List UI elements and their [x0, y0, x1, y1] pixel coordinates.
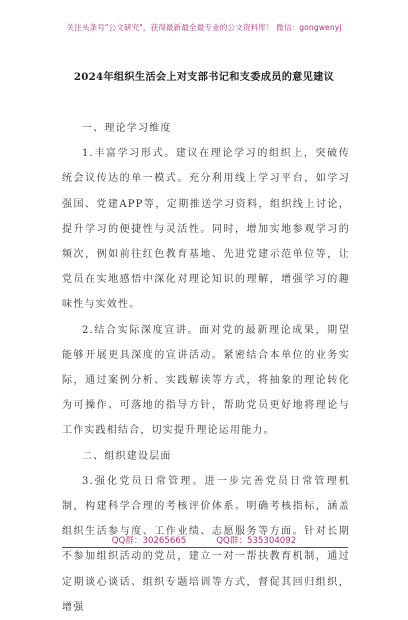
paragraph-practical-lectures: 2.结合实际深度宣讲。面对党的最新理论成果，期望能够开展更具深度的宣讲活动。紧密结合本单位的业务实际，通过案例分析、实践解读等方式，将抽象的理论转化为可操作、可落地的指导方针，帮助党员更好地将理论与工作实践相结合，切实提升理论运用能力。 [62, 324, 350, 437]
section-heading-theory: 一、理论学习维度 [82, 123, 172, 134]
footer-qq-group-2: QQ群：535304092 [216, 536, 297, 546]
footer-divider [62, 547, 348, 548]
paragraph-member-management: 3.强化党员日常管理。进一步完善党员日常管理机制，构建科学合理的考核评价体系。明确考核指标，涵盖组织生活参与度、工作业绩、志愿服务等方面。针对长期不参加组织活动的党员，建立一对一帮扶教育机制，通过定期谈心谈话、组织专题培训等方式，督促其回归组织，增强 [62, 475, 350, 613]
header-banner: 关注头条号"公文研究"，获得最新最全最专业的公文资料库！ 微信：gongwenyj [66, 23, 342, 32]
section-heading-organization: 二、组织建设层面 [82, 450, 172, 462]
footer-qq-groups [0, 534, 408, 546]
document-title: 2024年组织生活会上对支部书记和支委成员的意见建议 [73, 71, 335, 83]
footer-qq-group-1: QQ群：30265665 [111, 536, 187, 546]
paragraph-enrich-learning: 1.丰富学习形式。建议在理论学习的组织上，突破传统会议传达的单一模式。充分利用线上学习平台，如学习强国、党建APP等，定期推送学习资料，组织线上讨论，提升学习的便捷性与灵活性。同时，增加实地参观学习的频次，例如前往红色教育基地、先进党建示范单位等，让党员在实地感悟中深化对理论知识的理解，增强学习的趣味性与实效性。 [62, 148, 350, 311]
